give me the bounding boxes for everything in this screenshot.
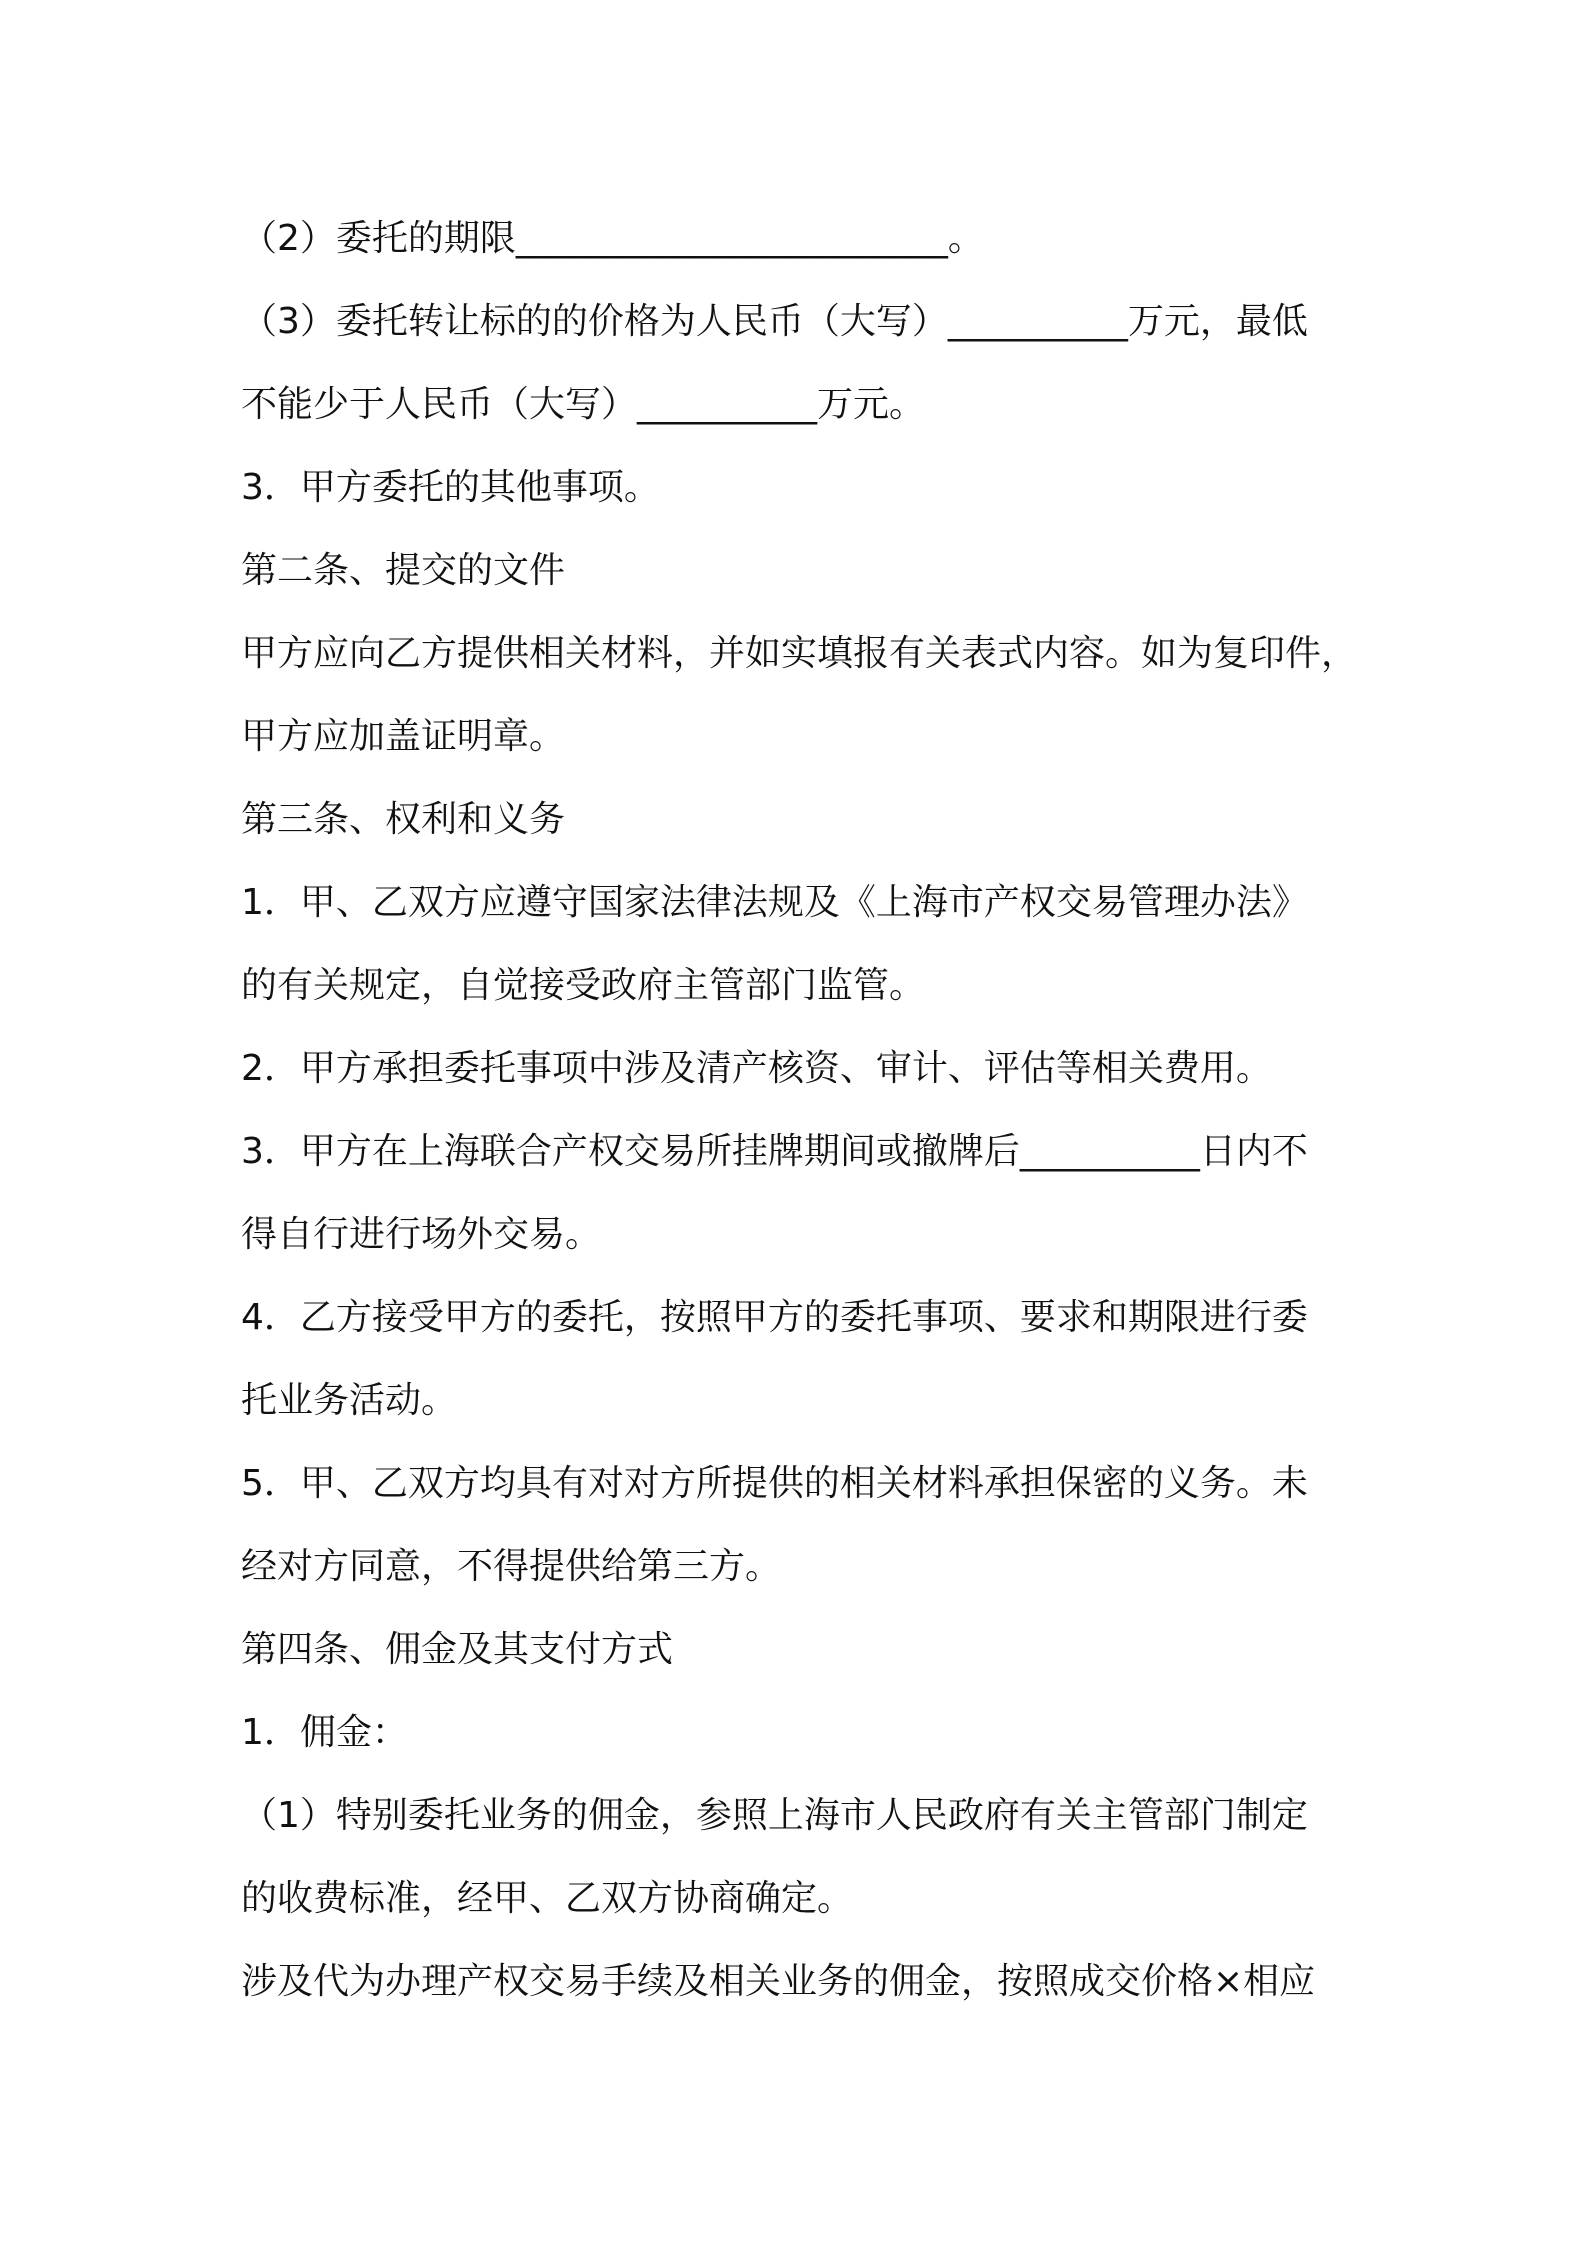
- article-4-item-1: 1．佣金：: [241, 1712, 408, 1753]
- article-2-body-line-2: 甲方应加盖证明章。: [241, 716, 566, 757]
- article-4-item-1-1-line-2: 的收费标准，经甲、乙双方协商确定。: [241, 1878, 854, 1919]
- article-2-heading: 第二条、提交的文件: [241, 550, 566, 591]
- article-3-item-5-line-2: 经对方同意，不得提供给第三方。: [241, 1546, 782, 1587]
- article-3-item-1-line-2: 的有关规定，自觉接受政府主管部门监管。: [241, 965, 926, 1006]
- clause-2-3-price-line-2: 不能少于人民币（大写）__________万元。: [241, 384, 926, 425]
- article-3-item-5-line-1: 5．甲、乙双方均具有对对方所提供的相关材料承担保密的义务。未: [241, 1463, 1308, 1504]
- clause-2-2-term: （2）委托的期限________________________。: [241, 218, 984, 259]
- article-3-item-3-line-1: 3．甲方在上海联合产权交易所挂牌期间或撤牌后__________日内不: [241, 1131, 1308, 1172]
- article-3-heading: 第三条、权利和义务: [241, 799, 566, 840]
- clause-3-other-matters: 3．甲方委托的其他事项。: [241, 467, 660, 508]
- article-2-body-line-1: 甲方应向乙方提供相关材料，并如实填报有关表式内容。如为复印件，: [241, 633, 1358, 674]
- clause-2-3-price-line-1: （3）委托转让标的的价格为人民币（大写）__________万元，最低: [241, 301, 1308, 342]
- article-3-item-4-line-2: 托业务活动。: [241, 1380, 458, 1421]
- article-4-item-1-1-line-1: （1）特别委托业务的佣金，参照上海市人民政府有关主管部门制定: [241, 1795, 1308, 1836]
- article-4-heading: 第四条、佣金及其支付方式: [241, 1629, 674, 1670]
- article-3-item-1-line-1: 1．甲、乙双方应遵守国家法律法规及《上海市产权交易管理办法》: [241, 882, 1308, 923]
- article-3-item-2: 2．甲方承担委托事项中涉及清产核资、审计、评估等相关费用。: [241, 1048, 1272, 1089]
- document-body: [241, 197, 1356, 2023]
- article-4-agency-fee-line: 涉及代为办理产权交易手续及相关业务的佣金，按照成交价格×相应: [241, 1961, 1316, 2002]
- article-3-item-3-line-2: 得自行进行场外交易。: [241, 1214, 602, 1255]
- article-3-item-4-line-1: 4．乙方接受甲方的委托，按照甲方的委托事项、要求和期限进行委: [241, 1297, 1308, 1338]
